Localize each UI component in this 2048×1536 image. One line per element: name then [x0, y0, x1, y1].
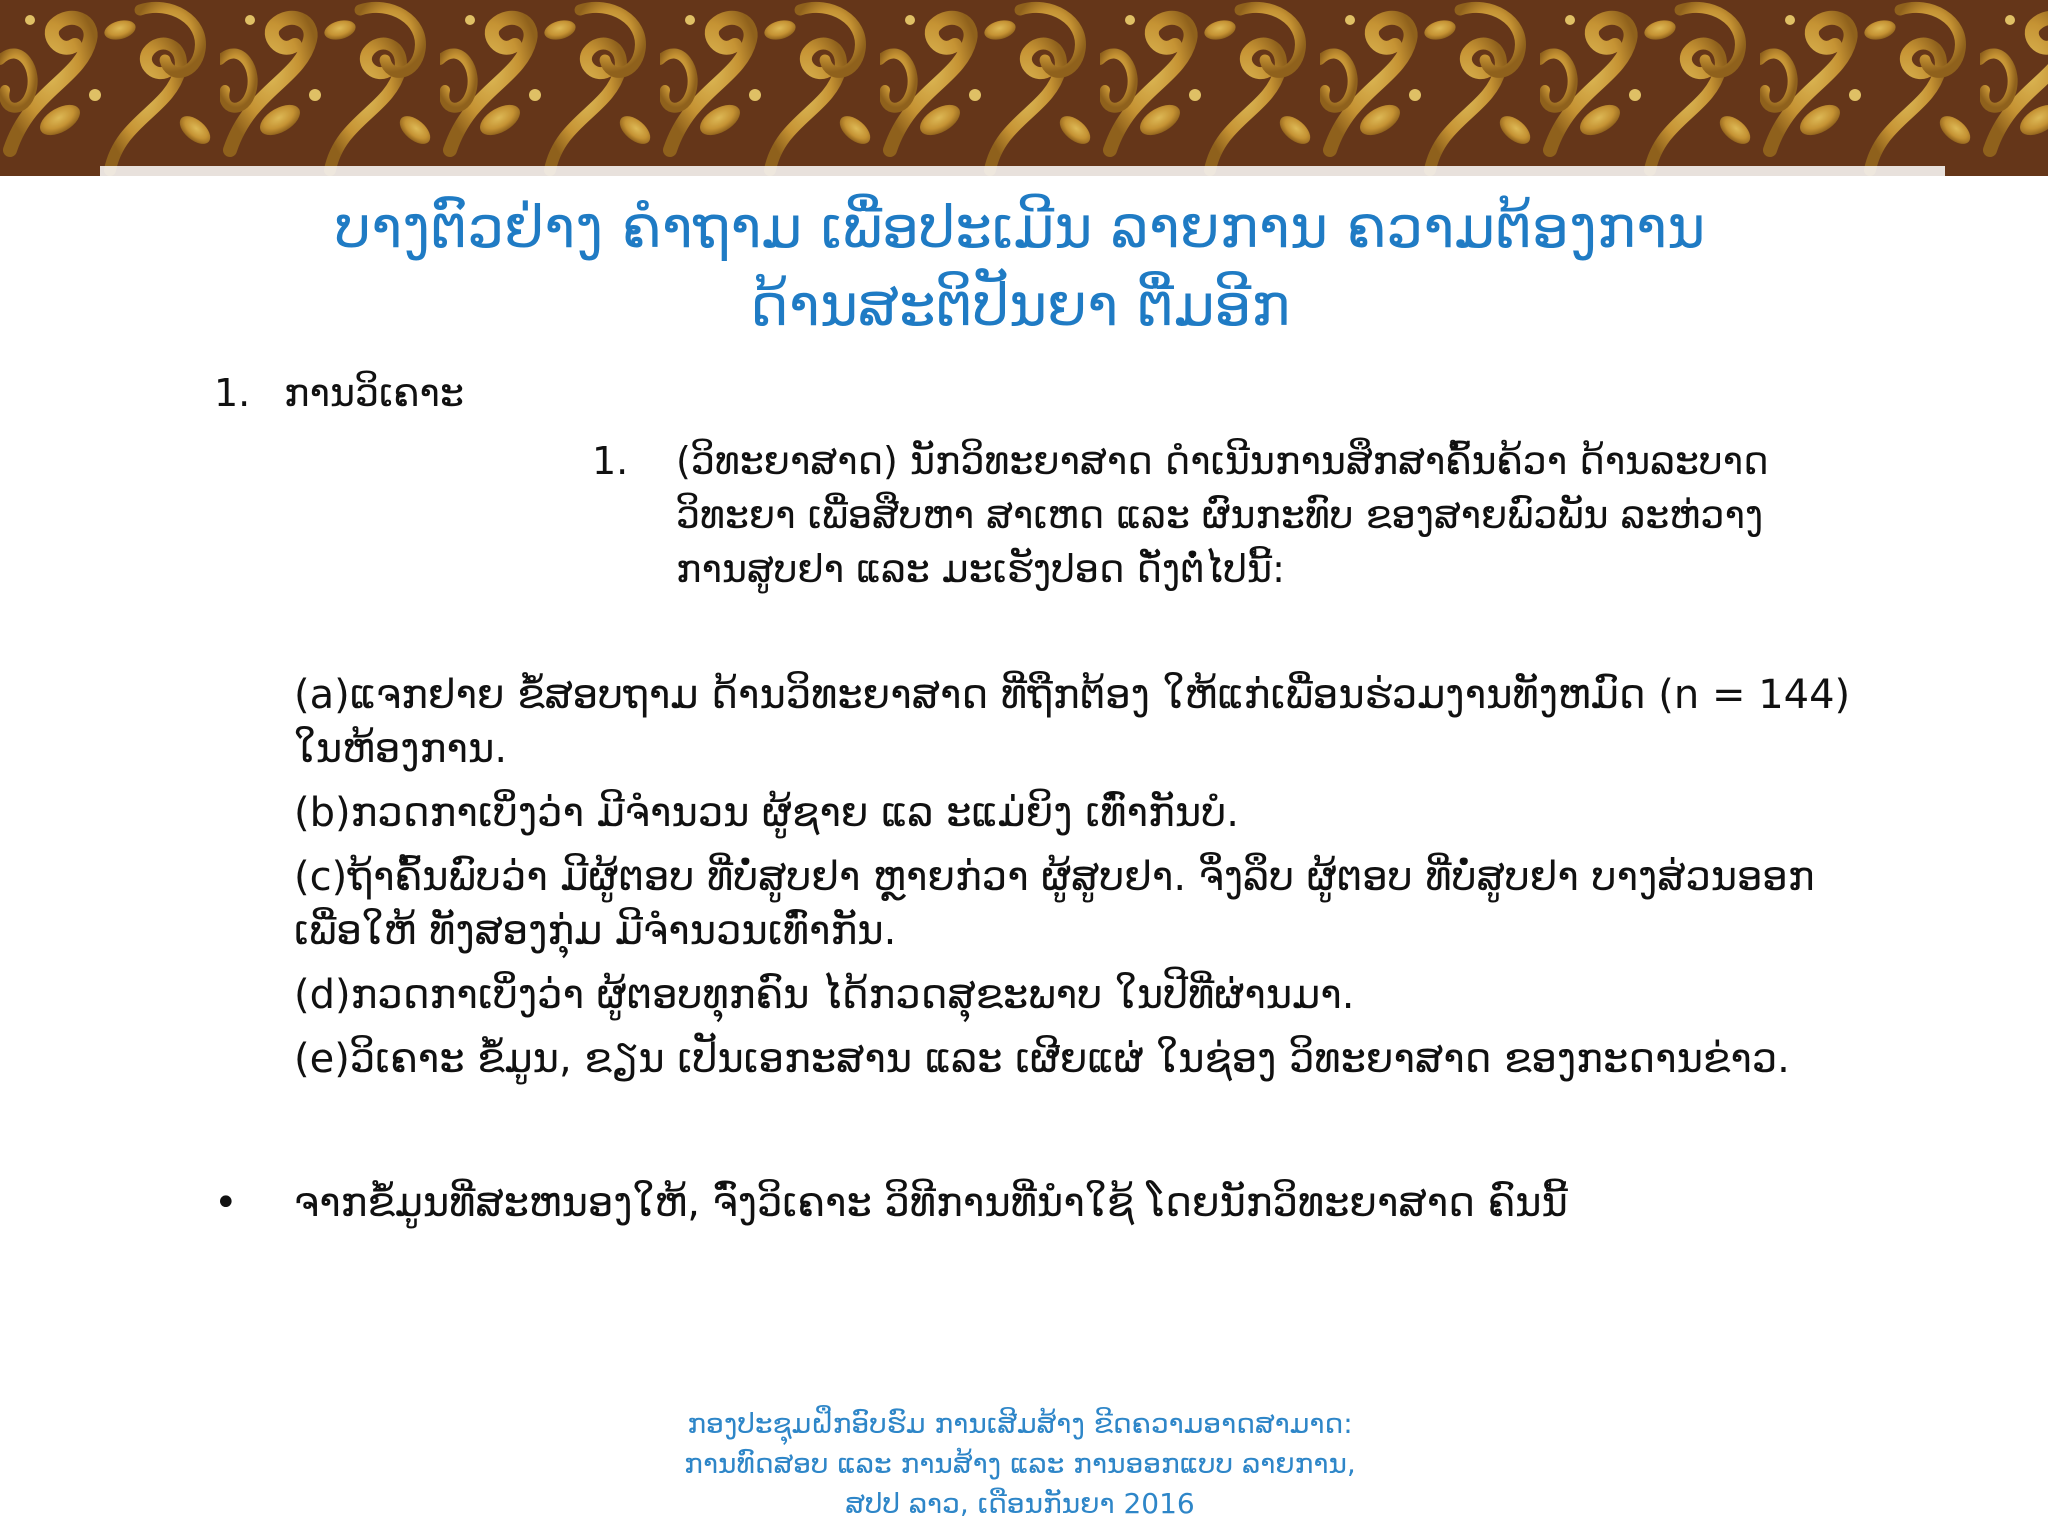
slide-footer — [540, 1404, 1500, 1524]
title-line-1: ບາງຕົວຢ່າງ ຄໍາຖາມ ເພື່ອປະເມີນ ລາຍການ ຄວາມຕ້ອງການ — [334, 193, 1706, 261]
footer-line-1: ກອງປະຊຸມຝຶກອົບຮົມ ການເສີມສ້າງ ຂີດຄວາມອາດສາມາດ: — [687, 1407, 1353, 1440]
list-item — [294, 786, 1854, 840]
title-line-2: ດ້ານສະຕິປັນຍາ ຕື່ມອີກ — [749, 271, 1291, 339]
footer-line-2: ການທົດສອບ ແລະ ການສ້າງ ແລະ ການອອກແບບ ລາຍການ, — [684, 1447, 1356, 1480]
list-item — [294, 850, 1854, 958]
sub-item-text — [676, 434, 1812, 596]
list-item — [294, 968, 1854, 1022]
bullet-point — [214, 1176, 1568, 1230]
sub-item — [592, 434, 1812, 596]
section-heading-text: ການວິເຄາະ — [284, 371, 464, 415]
list-item-line: (b)ກວດກາເບິ່ງວ່າ ມີຈໍານວນ ຜູ້ຊາຍ ແລ ະແມ່ຍິງ ເທົ່າກັນບໍ. — [294, 790, 1239, 836]
bullet-marker: • — [214, 1180, 238, 1226]
list-item — [294, 1032, 1854, 1086]
banner-divider — [100, 166, 1945, 176]
sub-item-number: 1. — [592, 439, 629, 483]
bullet-text: ຈາກຂໍ້ມູນທີ່ສະຫນອງໃຫ້, ຈົ່ງວິເຄາະ ວິທີການທີ່ນໍາໃຊ້ ໂດຍນັກວິທະຍາສາດ ຄົນນີ້ — [294, 1180, 1568, 1226]
footer-line-3: ສປປ ລາວ, ເດືອນກັນຍາ 2016 — [845, 1487, 1195, 1520]
list-item-line: (d)ກວດກາເບິ່ງວ່າ ຜູ້ຕອບທຸກຄົນ ໄດ້ກວດສຸຂະພາບ ໃນປີທີ່ຜ່ານມາ. — [294, 972, 1355, 1018]
section-number: 1. — [214, 371, 251, 415]
section-heading — [214, 368, 464, 418]
list-item-line: ເພື່ອໃຫ້ ທັງສອງກຸ່ມ ມີຈໍານວນເທົ່າກັນ. — [294, 908, 897, 954]
list-item — [294, 668, 1854, 776]
list-item-line: (a)ແຈກຢາຍ ຂໍ້ສອບຖາມ ດ້ານວິທະຍາສາດ ທີ່ຖືກຕ້ອງ ໃຫ້ແກ່ເພື່ອນຮ່ວມງານທັງຫມົດ (n = 144) — [294, 672, 1851, 718]
sub-item-line: ການສູບຢາ ແລະ ມະເຮັງປອດ ດັ່ງຕໍ່ໄປນີ້: — [676, 547, 1285, 591]
ornament-pattern — [0, 0, 2048, 176]
sub-item-line: ວິທະຍາ ເພື່ອສືບຫາ ສາເຫດ ແລະ ຜົນກະທົບ ຂອງສາຍພົວພັນ ລະຫ່ວາງ — [676, 493, 1764, 537]
list-item-line: (e)ວິເຄາະ ຂໍ້ມູນ, ຂຽນ ເປັນເອກະສານ ແລະ ເຜີຍແຜ່ ໃນຊ່ອງ ວິທະຍາສາດ ຂອງກະດານຂ່າວ. — [294, 1036, 1790, 1082]
sub-item-line: (ວິທະຍາສາດ) ນັກວິທະຍາສາດ ດໍາເນີນການສຶກສາຄົ້ນຄ້ວາ ດ້ານລະບາດ — [676, 439, 1769, 483]
page-title — [140, 188, 1900, 344]
list-item-line: (c)ຖ້າຄົ້ນພົບວ່າ ມີຜູ້ຕອບ ທີ່ບໍ່ສູບຢາ ຫຼາຍກ່ວາ ຜູ້ສູບຢາ. ຈຶ່ງລຶບ ຜູ້ຕອບ ທີ່ບໍ່ສູບຢາ ບາງສ່ວນອອກ — [294, 854, 1815, 900]
carved-wood-banner-image — [0, 0, 2048, 176]
list-item-line: ໃນຫ້ອງການ. — [294, 726, 508, 772]
lettered-list — [294, 668, 1854, 1096]
